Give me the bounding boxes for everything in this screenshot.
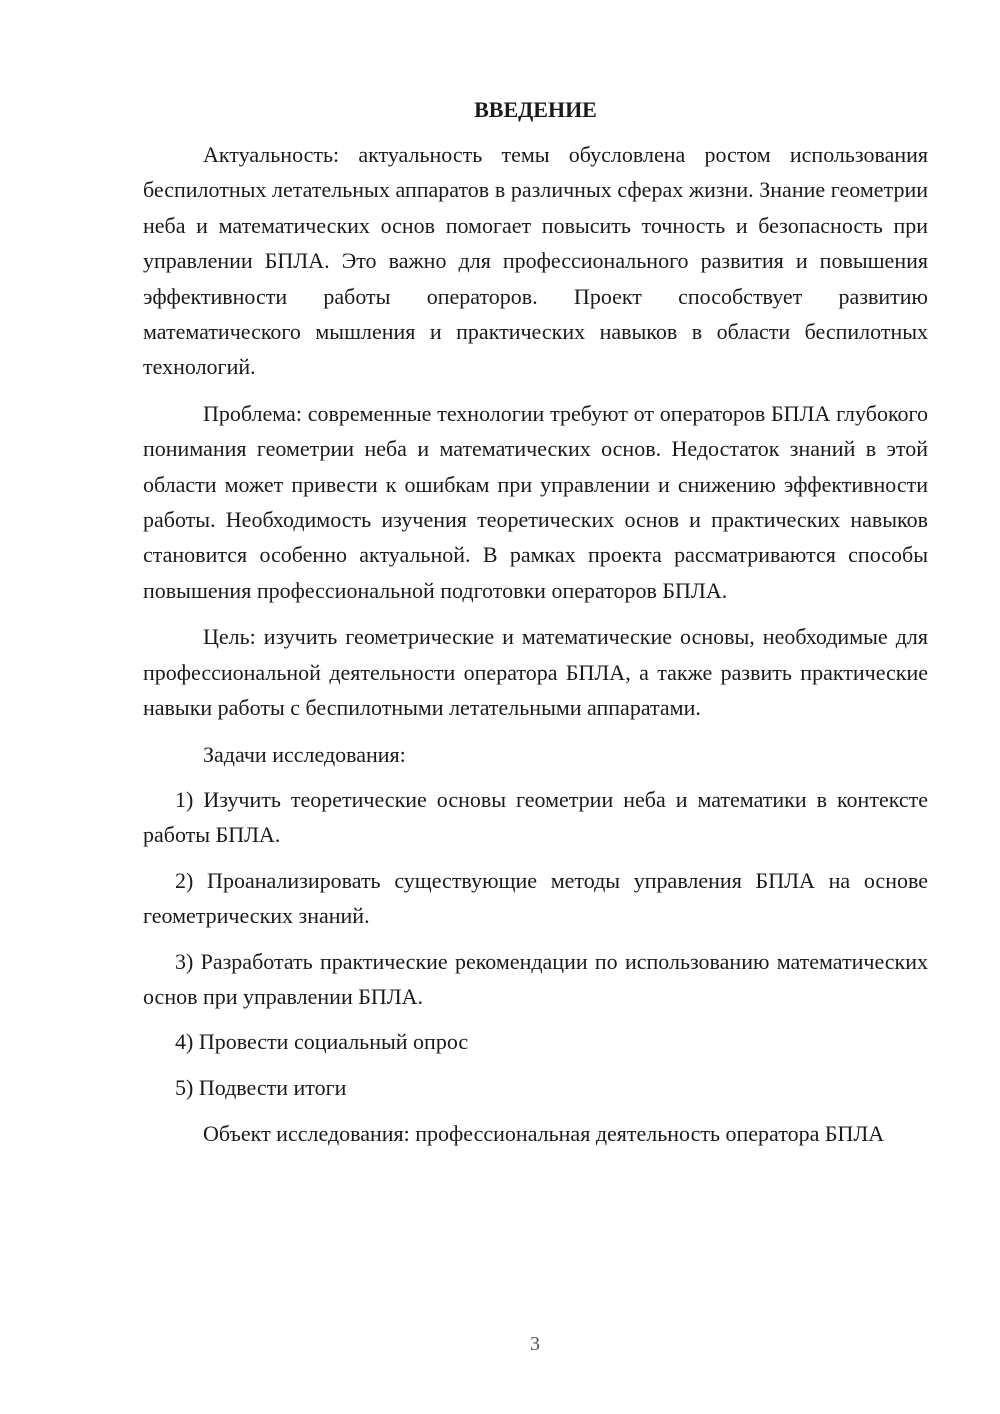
relevance-paragraph: Актуальность: актуальность темы обусловлена ростом использования беспилотных летательных аппаратов в различных сферах жизни. Знание геометрии неба и математических основ помогает повысить точность и безопасность при управлении БПЛА. Это важно для профессионального развития и повышения эффективности работы операторов. Проект способствует развитию математического мышления и практических навыков в области беспилотных технологий.	[143, 142, 928, 380]
task-item-5: 5) Подвести итоги	[175, 1074, 347, 1100]
section-heading: ВВЕДЕНИЕ	[474, 97, 597, 122]
goal-paragraph: Цель: изучить геометрические и математические основы, необходимые для профессиональной деятельности оператора БПЛА, а также развить практические навыки работы с беспилотными летательными аппаратами.	[143, 624, 928, 721]
document-page	[143, 92, 928, 1152]
task-item-1: 1) Изучить теоретические основы геометрии неба и математики в контексте работы БПЛА.	[143, 786, 928, 848]
tasks-title: Задачи исследования:	[203, 741, 406, 767]
problem-paragraph: Проблема: современные технологии требуют от операторов БПЛА глубокого понимания геометрии неба и математических основ. Недостаток знаний в этой области может привести к ошибкам при управлении и снижению эффективности работы. Необходимость изучения теоретических основ и практических навыков становится особенно актуальной. В рамках проекта рассматриваются способы повышения профессиональной подготовки операторов БПЛА.	[143, 400, 928, 603]
tasks-list	[143, 782, 928, 1105]
page-number: 3	[530, 1333, 540, 1355]
task-item-3: 3) Разработать практические рекомендации по использованию математических основ при управлении БПЛА.	[143, 948, 928, 1009]
task-item-2: 2) Проанализировать существующие методы управления БПЛА на основе геометрических знаний.	[143, 867, 928, 929]
object-paragraph: Объект исследования: профессиональная деятельность оператора БПЛА	[203, 1121, 885, 1147]
task-item-4: 4) Провести социальный опрос	[175, 1029, 469, 1055]
